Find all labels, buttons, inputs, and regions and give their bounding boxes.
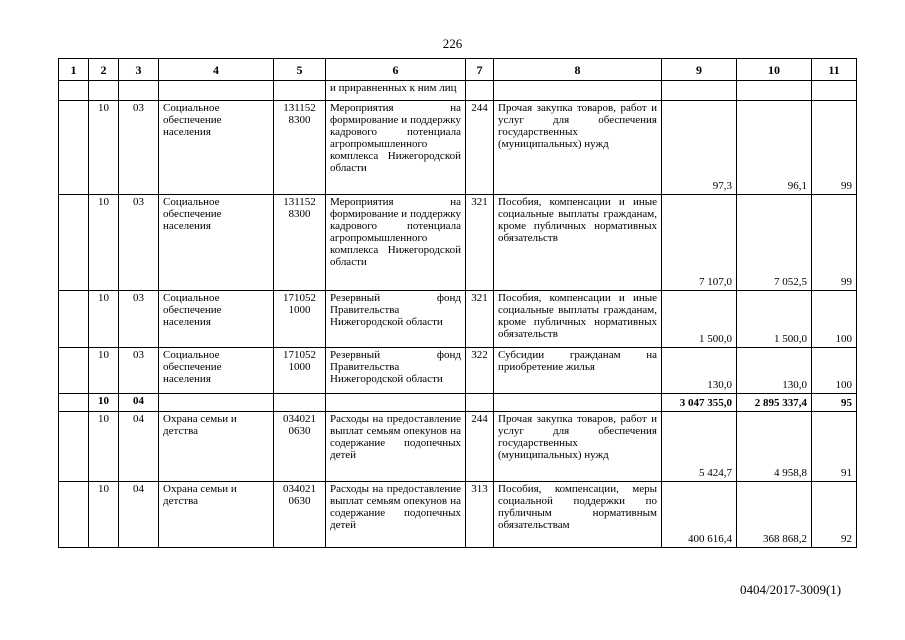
cell-actual: 1 500,0: [737, 291, 812, 348]
cell-description: Мероприятия на формирование и поддержку кадрового потенциала агропромышленного комплекса Нижегородской области: [326, 195, 466, 291]
cell-plan: 1 500,0: [662, 291, 737, 348]
page-number: 226: [442, 36, 463, 51]
cell-name: Социальное обеспечение населения: [159, 291, 274, 348]
cell-name: Охрана семьи и детства: [159, 412, 274, 482]
cell-actual: 4 958,8: [737, 412, 812, 482]
subtotal-row: [59, 394, 857, 412]
document-code: 0404/2017-3009(1): [740, 582, 842, 597]
cell-subsection: 04: [119, 394, 159, 412]
cell-subsection: 03: [119, 101, 159, 195]
cell-name: Социальное обеспечение населения: [159, 195, 274, 291]
cell-section: 10: [89, 412, 119, 482]
cell-name: Социальное обеспечение населения: [159, 348, 274, 394]
cell-type-code: 321: [466, 195, 494, 291]
cell-section: 10: [89, 394, 119, 412]
cell-plan: 130,0: [662, 348, 737, 394]
cell-description: Мероприятия на формирование и поддержку кадрового потенциала агропромышленного комплекса Нижегородской области: [326, 101, 466, 195]
cell-section: 10: [89, 195, 119, 291]
cell-expense-type: Пособия, компенсации, меры социальной поддержки по публичным нормативным обязательствам: [494, 482, 662, 548]
cell-subsection: 03: [119, 195, 159, 291]
cell-section: 10: [89, 348, 119, 394]
cell-actual: 96,1: [737, 101, 812, 195]
cell-subsection: 04: [119, 482, 159, 548]
cell-plan: 400 616,4: [662, 482, 737, 548]
cell-plan: 7 107,0: [662, 195, 737, 291]
cell-plan: 3 047 355,0: [662, 394, 737, 412]
table-row: [59, 195, 857, 291]
col-header-5: 5: [274, 59, 326, 81]
col-header-7: 7: [466, 59, 494, 81]
cell-section: 10: [89, 291, 119, 348]
header-row: [59, 59, 857, 81]
cell-code: 034021 0630: [274, 412, 326, 482]
cell-expense-type: Пособия, компенсации и иные социальные выплаты гражданам, кроме публичных нормативных обязательств: [494, 291, 662, 348]
col-header-3: 3: [119, 59, 159, 81]
col-header-2: 2: [89, 59, 119, 81]
col-header-1: 1: [59, 59, 89, 81]
cell-percent: 100: [812, 348, 857, 394]
table-row: [59, 412, 857, 482]
budget-table: [58, 58, 857, 548]
cell-code: 171052 1000: [274, 348, 326, 394]
cell-percent: 99: [812, 195, 857, 291]
cell-expense-type: Прочая закупка товаров, работ и услуг для обеспечения государственных (муниципальных) нужд: [494, 412, 662, 482]
cell-percent: 99: [812, 101, 857, 195]
col-header-9: 9: [662, 59, 737, 81]
cell-description: Расходы на предоставление выплат семьям опекунов на содержание подопечных детей: [326, 482, 466, 548]
cell-name: Охрана семьи и детства: [159, 482, 274, 548]
col-header-8: 8: [494, 59, 662, 81]
cell-actual: 7 052,5: [737, 195, 812, 291]
cell-code: 131152 8300: [274, 101, 326, 195]
table-row: [59, 482, 857, 548]
cell-expense-type: Субсидии гражданам на приобретение жилья: [494, 348, 662, 394]
cell-type-code: 321: [466, 291, 494, 348]
cell-actual: 368 868,2: [737, 482, 812, 548]
cell-percent: 100: [812, 291, 857, 348]
cell-type-code: 244: [466, 101, 494, 195]
col-header-11: 11: [812, 59, 857, 81]
cell-type-code: 313: [466, 482, 494, 548]
cell-code: 034021 0630: [274, 482, 326, 548]
table-row: [59, 348, 857, 394]
cell-type-code: 322: [466, 348, 494, 394]
cell-expense-type: Пособия, компенсации и иные социальные выплаты гражданам, кроме публичных нормативных обязательств: [494, 195, 662, 291]
cell-name: Социальное обеспечение населения: [159, 101, 274, 195]
cell-section: 10: [89, 482, 119, 548]
cell-actual: 2 895 337,4: [737, 394, 812, 412]
col-header-10: 10: [737, 59, 812, 81]
continuation-text: и приравненных к ним лиц: [326, 81, 466, 101]
cell-subsection: 03: [119, 348, 159, 394]
table-row: [59, 101, 857, 195]
continuation-row: [59, 81, 857, 101]
cell-plan: 97,3: [662, 101, 737, 195]
cell-percent: 92: [812, 482, 857, 548]
table-row: [59, 291, 857, 348]
col-header-6: 6: [326, 59, 466, 81]
cell-subsection: 04: [119, 412, 159, 482]
cell-percent: 91: [812, 412, 857, 482]
cell-description: Резервный фонд Правительства Нижегородской области: [326, 348, 466, 394]
cell-section: 10: [89, 101, 119, 195]
cell-code: 171052 1000: [274, 291, 326, 348]
cell-expense-type: Прочая закупка товаров, работ и услуг для обеспечения государственных (муниципальных) нужд: [494, 101, 662, 195]
cell-actual: 130,0: [737, 348, 812, 394]
cell-description: Расходы на предоставление выплат семьям опекунов на содержание подопечных детей: [326, 412, 466, 482]
cell-type-code: 244: [466, 412, 494, 482]
cell-plan: 5 424,7: [662, 412, 737, 482]
col-header-4: 4: [159, 59, 274, 81]
cell-description: Резервный фонд Правительства Нижегородской области: [326, 291, 466, 348]
cell-code: 131152 8300: [274, 195, 326, 291]
cell-subsection: 03: [119, 291, 159, 348]
cell-percent: 95: [812, 394, 857, 412]
